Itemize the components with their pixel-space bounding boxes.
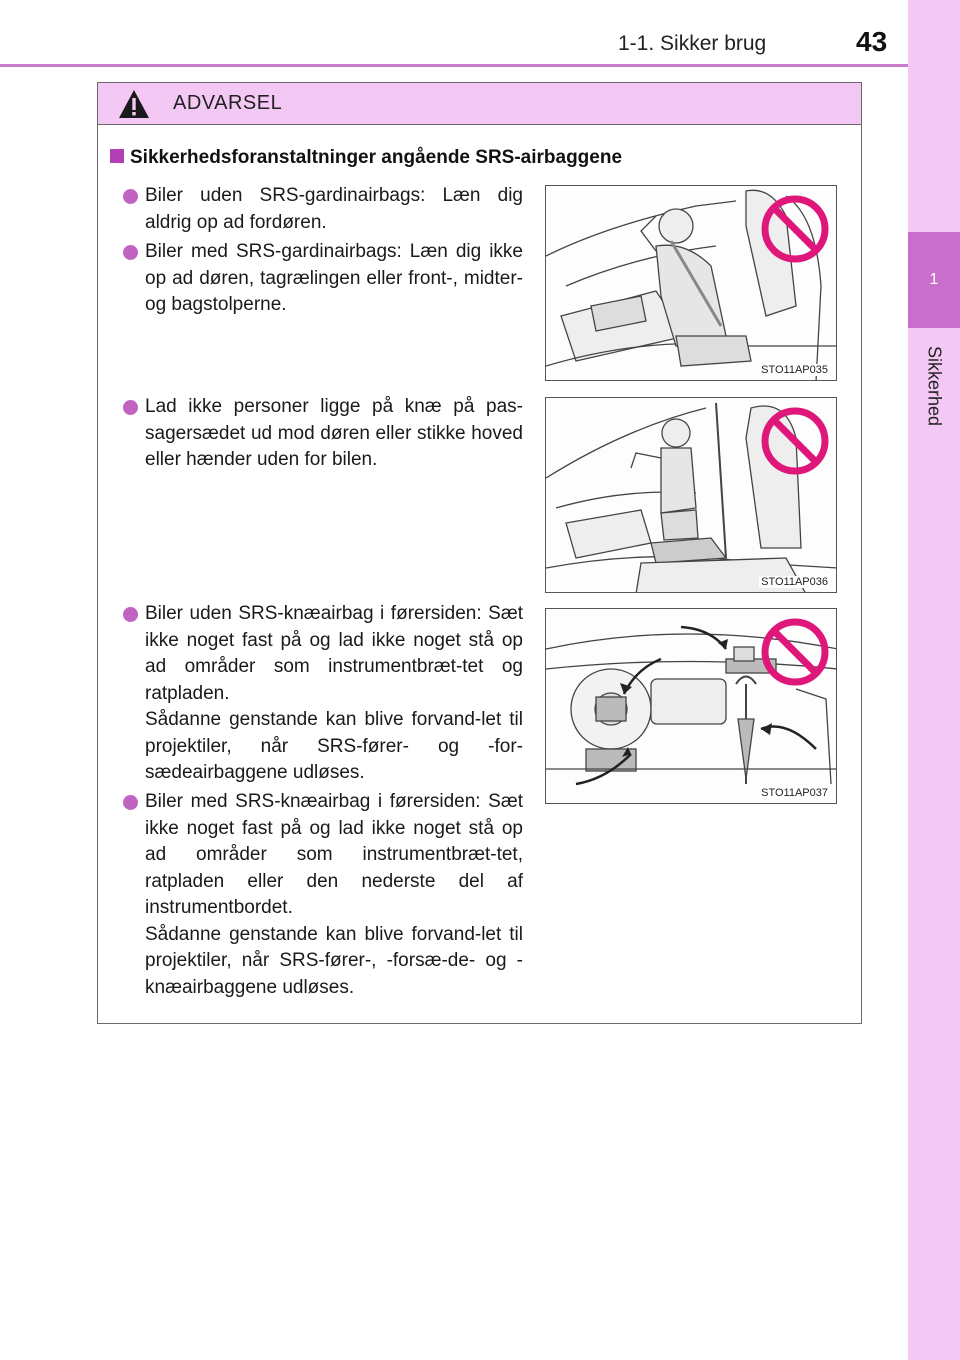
warning-triangle-icon [118, 89, 150, 119]
square-bullet-icon [110, 149, 124, 163]
bullet-dot-icon [123, 607, 138, 622]
bullet-item: Biler med SRS-knæairbag i førersiden: Sæt ikke noget fast på og lad ikke noget stå op ad områder som instrumentbræt-tet, ratpladen eller den nederste del af instrumentbordet. Sådanne genstande kan blive forvand-let til projektiler, når SRS-fører-, -forsæ-de- og -knæairbaggene udløses. [123, 789, 523, 1001]
chapter-side-tab [908, 0, 960, 1360]
figure-caption: STO11AP036 [761, 576, 828, 588]
figure-caption: STO11AP037 [761, 787, 828, 799]
warning-box [97, 82, 862, 1024]
illustration-leaning-on-door [545, 185, 837, 381]
bullet-dot-icon [123, 189, 138, 204]
chapter-label: Sikkerhed [924, 345, 945, 427]
section-heading: Sikkerhedsforanstaltninger angående SRS-airbaggene [110, 147, 622, 169]
warning-label: ADVARSEL [173, 92, 283, 114]
bullet-item: Biler uden SRS-knæairbag i førersiden: Sæt ikke noget fast på og lad ikke noget stå op ad områder som instrumentbræt-tet og ratpladen. Sådanne genstande kan blive forvand-let til projektiler, når SRS-fører- og -for-sædeairbaggene udløses. [123, 601, 523, 787]
bullet-item: Biler uden SRS-gardinairbags: Læn dig aldrig op ad fordøren. [123, 183, 523, 236]
illustration-dashboard-objects [545, 608, 837, 804]
header-divider [0, 64, 908, 67]
bullet-item: Biler med SRS-gardinairbags: Læn dig ikke op ad døren, tagrælingen eller front-, midter- og bagstolperne. [123, 239, 523, 319]
bullet-dot-icon [123, 245, 138, 260]
bullet-dot-icon [123, 400, 138, 415]
page-number: 43 [856, 26, 888, 57]
warning-header [98, 83, 861, 125]
bullet-item: Lad ikke personer ligge på knæ på pas-sagersædet ud mod døren eller stikke hoved eller hænder uden for bilen. [123, 394, 523, 474]
section-title: 1-1. Sikker brug [618, 32, 767, 55]
bullet-dot-icon [123, 795, 138, 810]
prohibition-icon [760, 406, 830, 476]
prohibition-icon [760, 617, 830, 687]
figure-caption: STO11AP035 [761, 364, 828, 376]
prohibition-icon [760, 194, 830, 264]
illustration-kneeling-on-seat [545, 397, 837, 593]
chapter-number: 1 [908, 232, 960, 328]
